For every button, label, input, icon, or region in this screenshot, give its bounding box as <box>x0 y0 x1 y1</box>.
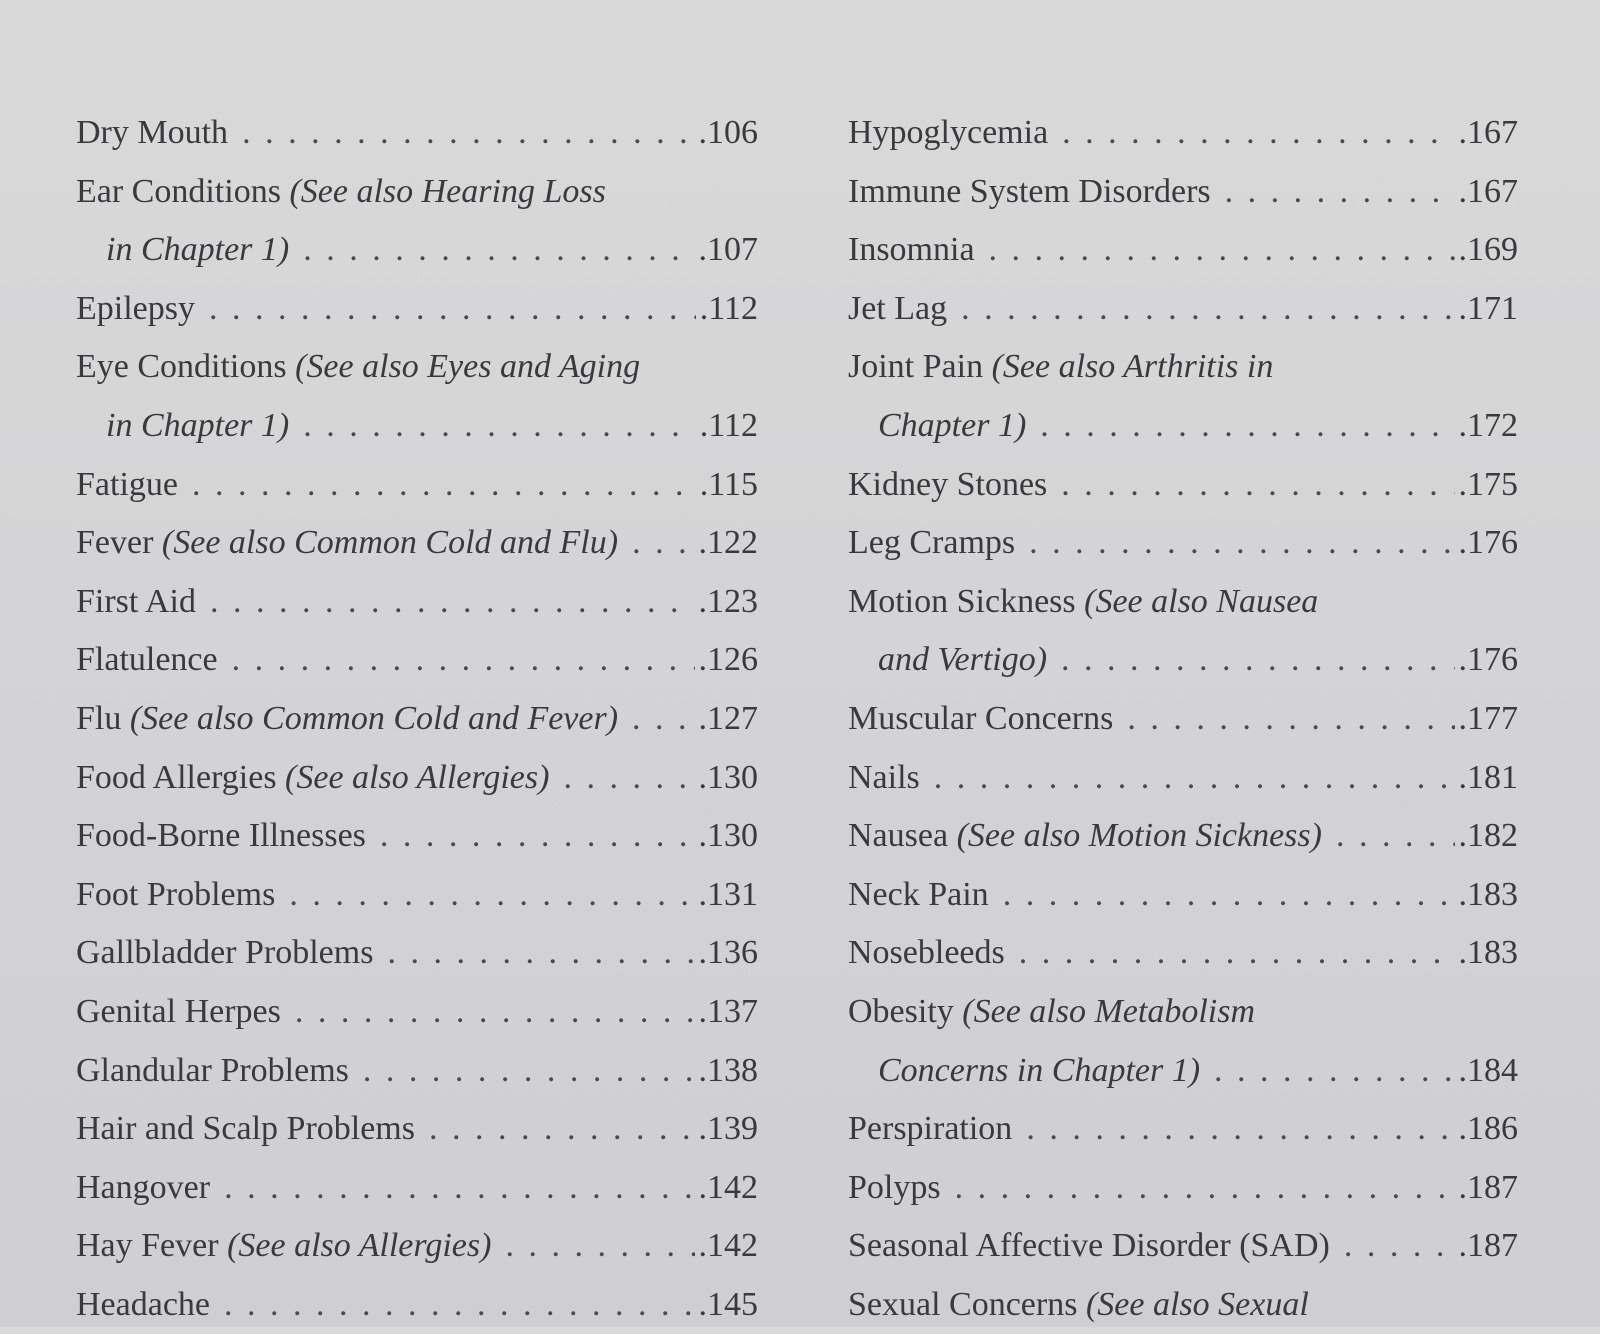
entry-term: Hay Fever <box>76 1227 219 1265</box>
entry-label <box>106 221 289 280</box>
see-also-reference: (See also Motion Sickness) <box>956 817 1322 855</box>
entry-term: Food Allergies <box>76 758 277 796</box>
index-entry <box>76 983 758 1042</box>
page-number: .130 <box>698 758 758 796</box>
see-also-reference: in Chapter 1) <box>106 406 290 444</box>
page-number: .183 <box>1458 934 1518 972</box>
page-number: .130 <box>698 817 758 855</box>
index-entry <box>848 573 1518 632</box>
entry-term: Motion Sickness <box>848 582 1076 620</box>
dot-leader <box>1214 1042 1454 1101</box>
page-number: .142 <box>698 1227 758 1265</box>
see-also-reference: (See also Nausea <box>1084 582 1319 620</box>
entry-label <box>848 1276 1309 1334</box>
entry-term: Insomnia <box>848 231 975 269</box>
entry-label <box>848 163 1211 222</box>
dot-leader <box>363 1042 695 1101</box>
entry-term: Nosebleeds <box>848 934 1005 972</box>
see-also-reference: (See also Hearing Loss <box>289 172 606 210</box>
index-entry <box>76 1276 758 1334</box>
see-also-reference: (See also Allergies) <box>227 1227 492 1265</box>
page-number: .137 <box>698 992 758 1030</box>
see-also-reference: (See also Metabolism <box>962 992 1255 1030</box>
entry-label <box>76 983 281 1042</box>
entry-label <box>76 1100 415 1159</box>
entry-label <box>848 104 1048 163</box>
entry-term: Foot Problems <box>76 875 276 913</box>
entry-term: Fatigue <box>76 465 178 503</box>
index-entry <box>76 631 758 690</box>
entry-label <box>76 807 366 866</box>
dot-leader <box>632 690 694 749</box>
index-entry <box>76 866 758 925</box>
dot-leader <box>1344 1217 1455 1276</box>
dot-leader <box>303 221 694 280</box>
index-entry <box>848 1042 1518 1101</box>
entry-term: Flu <box>76 699 122 737</box>
entry-term: Hypoglycemia <box>848 114 1049 151</box>
index-entry <box>848 983 1518 1042</box>
entry-term: Jet Lag <box>848 289 948 327</box>
entry-label <box>76 338 640 397</box>
dot-leader <box>289 866 694 925</box>
index-entry <box>848 866 1518 925</box>
page-number: .182 <box>1458 817 1518 855</box>
entry-term: Hangover <box>76 1168 211 1206</box>
page-number: .136 <box>698 934 758 972</box>
index-entry <box>848 338 1518 397</box>
index-entry <box>848 690 1518 749</box>
index-entry <box>848 221 1518 280</box>
index-entry <box>76 749 758 808</box>
see-also-reference: Chapter 1) <box>878 406 1027 444</box>
dot-leader <box>242 104 694 163</box>
index-entry <box>848 807 1518 866</box>
entry-label <box>76 280 195 339</box>
entry-term: Glandular Problems <box>76 1051 349 1089</box>
page-number: .126 <box>698 641 758 679</box>
index-entry <box>848 163 1518 222</box>
entry-term: Seasonal Affective Disorder (SAD) <box>848 1227 1330 1265</box>
index-entry <box>76 514 758 573</box>
index-entry <box>848 280 1518 339</box>
page-number: .139 <box>698 1110 758 1148</box>
index-entry <box>76 456 758 515</box>
page-number: .171 <box>1458 289 1518 327</box>
entry-term: Obesity <box>848 992 954 1030</box>
entry-label <box>76 573 196 632</box>
index-entry <box>76 1042 758 1101</box>
page-number: .106 <box>698 114 758 151</box>
index-entry <box>76 338 758 397</box>
entry-term: Food-Borne Illnesses <box>76 817 366 855</box>
page-number: .186 <box>1458 1110 1518 1148</box>
page-number: .172 <box>1458 406 1518 444</box>
entry-label <box>878 631 1047 690</box>
entry-term: Headache <box>76 1285 211 1323</box>
entry-label <box>76 456 178 515</box>
entry-label <box>848 573 1318 632</box>
index-entry <box>76 807 758 866</box>
page-number: .112 <box>699 289 758 327</box>
page-number: .122 <box>698 524 758 562</box>
dot-leader <box>1029 514 1454 573</box>
see-also-reference: (See also Eyes and Aging <box>295 348 641 386</box>
entry-term: Flatulence <box>76 641 218 679</box>
dot-leader <box>232 631 695 690</box>
entry-label <box>848 983 1255 1042</box>
dot-leader <box>303 397 696 456</box>
index-entry <box>76 280 758 339</box>
entry-term: First Aid <box>76 582 196 620</box>
index-entry <box>76 1100 758 1159</box>
index-column-left <box>76 104 758 1334</box>
index-entry <box>848 104 1518 163</box>
dot-leader <box>505 1217 694 1276</box>
dot-leader <box>1225 163 1455 222</box>
entry-term: Dry Mouth <box>76 114 229 151</box>
dot-leader <box>1061 456 1454 515</box>
entry-label <box>848 924 1005 983</box>
dot-leader <box>1062 104 1454 163</box>
dot-leader <box>1040 397 1454 456</box>
index-entry <box>848 1276 1518 1334</box>
page-number: .115 <box>699 465 758 503</box>
page-number: .176 <box>1458 641 1518 679</box>
dot-leader <box>934 749 1455 808</box>
entry-label <box>76 749 549 808</box>
index-entry <box>76 397 758 456</box>
page-number: .145 <box>698 1285 758 1323</box>
entry-term: Hair and Scalp Problems <box>76 1110 415 1148</box>
entry-label <box>76 514 618 573</box>
page-number: .112 <box>699 406 758 444</box>
dot-leader <box>563 749 694 808</box>
entry-label <box>848 514 1015 573</box>
dot-leader <box>1336 807 1455 866</box>
entry-label <box>76 866 275 925</box>
entry-label <box>76 924 373 983</box>
entry-term: Nails <box>848 758 920 796</box>
see-also-reference: (See also Common Cold and Flu) <box>161 524 619 562</box>
see-also-reference: and Vertigo) <box>878 641 1048 679</box>
see-also-reference: Concerns in Chapter 1) <box>878 1051 1201 1089</box>
index-entry <box>76 163 758 222</box>
dot-leader <box>989 221 1455 280</box>
page-number: .187 <box>1458 1227 1518 1265</box>
dot-leader <box>1061 631 1454 690</box>
entry-label <box>848 690 1113 749</box>
see-also-reference: (See also Common Cold and Fever) <box>129 699 619 737</box>
index-entry <box>848 749 1518 808</box>
entry-term: Fever <box>76 524 154 562</box>
dot-leader <box>210 573 695 632</box>
index-entry <box>76 924 758 983</box>
entry-label <box>76 1042 349 1101</box>
entry-label <box>848 1217 1330 1276</box>
index-entry <box>848 456 1518 515</box>
index-entry <box>848 1159 1518 1218</box>
dot-leader <box>429 1100 695 1159</box>
entry-term: Perspiration <box>848 1110 1013 1148</box>
entry-term: Ear Conditions <box>76 172 281 210</box>
entry-term: Nausea <box>848 817 949 855</box>
entry-term: Muscular Concerns <box>848 699 1114 737</box>
page-number: .169 <box>1458 231 1518 269</box>
dot-leader <box>192 456 696 515</box>
page-number: .183 <box>1458 875 1518 913</box>
page-number: .187 <box>1458 1168 1518 1206</box>
entry-label <box>76 1276 210 1334</box>
entry-label <box>106 397 289 456</box>
index-entry <box>848 631 1518 690</box>
page-number: .138 <box>698 1051 758 1089</box>
entry-label <box>848 1159 941 1218</box>
entry-term: Genital Herpes <box>76 992 281 1030</box>
index-entry <box>76 104 758 163</box>
entry-term: Joint Pain <box>848 348 984 386</box>
entry-label <box>848 456 1047 515</box>
entry-term: Kidney Stones <box>848 465 1048 503</box>
entry-term: Gallbladder Problems <box>76 934 374 972</box>
dot-leader <box>1026 1100 1454 1159</box>
page-number: .176 <box>1458 524 1518 562</box>
entry-label <box>76 1159 210 1218</box>
dot-leader <box>224 1276 694 1334</box>
entry-label <box>848 1100 1012 1159</box>
entry-label <box>848 338 1273 397</box>
entry-term: Polyps <box>848 1168 941 1206</box>
entry-label <box>848 866 989 925</box>
index-entry <box>848 1217 1518 1276</box>
dot-leader <box>955 1159 1455 1218</box>
dot-leader <box>387 924 694 983</box>
page-number: .123 <box>698 582 758 620</box>
entry-label <box>878 397 1026 456</box>
index-column-right <box>848 104 1518 1334</box>
dot-leader <box>295 983 695 1042</box>
entry-label <box>76 163 606 222</box>
entry-term: Neck Pain <box>848 875 989 913</box>
entry-label <box>878 1042 1200 1101</box>
page-number: .184 <box>1458 1051 1518 1089</box>
page-number: .127 <box>698 699 758 737</box>
entry-label <box>848 807 1322 866</box>
entry-term: Leg Cramps <box>848 524 1016 562</box>
page-number: .167 <box>1458 114 1518 151</box>
dot-leader <box>1127 690 1454 749</box>
entry-label <box>76 631 218 690</box>
page-number: .107 <box>698 231 758 269</box>
index-entry <box>848 924 1518 983</box>
see-also-reference: (See also Arthritis in <box>991 348 1274 386</box>
index-entry <box>76 690 758 749</box>
index-entry <box>76 1217 758 1276</box>
page-number: .175 <box>1458 465 1518 503</box>
page-number: .131 <box>698 875 758 913</box>
see-also-reference: (See also Allergies) <box>285 758 550 796</box>
entry-term: Eye Conditions <box>76 348 287 386</box>
dot-leader <box>224 1159 694 1218</box>
entry-term: Sexual Concerns <box>848 1285 1078 1323</box>
page-number: .181 <box>1458 758 1518 796</box>
entry-label <box>76 690 618 749</box>
index-entry <box>76 573 758 632</box>
entry-label <box>76 104 228 163</box>
index-entry <box>848 1100 1518 1159</box>
entry-label <box>848 221 975 280</box>
page-number: .142 <box>698 1168 758 1206</box>
see-also-reference: in Chapter 1) <box>106 231 290 269</box>
index-entry <box>76 1159 758 1218</box>
dot-leader <box>961 280 1454 339</box>
dot-leader <box>632 514 694 573</box>
dot-leader <box>209 280 696 339</box>
dot-leader <box>1003 866 1455 925</box>
entry-label <box>848 749 920 808</box>
index-entry <box>76 221 758 280</box>
page-number: .177 <box>1458 699 1518 737</box>
see-also-reference: (See also Sexual <box>1085 1285 1309 1323</box>
page-number: .167 <box>1458 172 1518 210</box>
entry-label <box>848 280 947 339</box>
index-entry <box>848 514 1518 573</box>
entry-label <box>76 1217 491 1276</box>
dot-leader <box>380 807 695 866</box>
entry-term: Immune System Disorders <box>848 172 1211 210</box>
dot-leader <box>1019 924 1455 983</box>
index-entry <box>848 397 1518 456</box>
entry-term: Epilepsy <box>76 289 195 327</box>
